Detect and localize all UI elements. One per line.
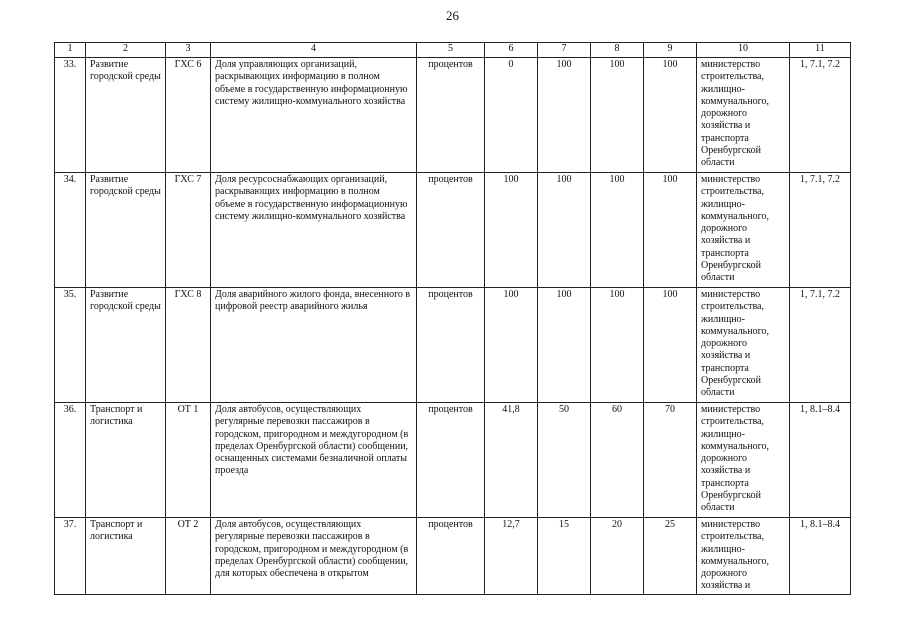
row-reference: 1, 7.1, 7.2 bbox=[790, 58, 851, 173]
row-value-7: 100 bbox=[538, 58, 591, 173]
column-header: 6 bbox=[485, 43, 538, 58]
column-header: 10 bbox=[697, 43, 790, 58]
row-value-8: 100 bbox=[591, 173, 644, 288]
row-unit: процентов bbox=[417, 403, 485, 518]
row-code: ГХС 6 bbox=[166, 58, 211, 173]
row-number: 37. bbox=[55, 518, 86, 595]
row-responsible: министерство строительства, жилищно-коммунального, дорожного хозяйства и транспорта Оренбургской области bbox=[697, 58, 790, 173]
column-header: 11 bbox=[790, 43, 851, 58]
row-value-9: 100 bbox=[644, 173, 697, 288]
row-reference: 1, 8.1–8.4 bbox=[790, 518, 851, 595]
row-code: ГХС 7 bbox=[166, 173, 211, 288]
row-number: 34. bbox=[55, 173, 86, 288]
row-area: Транспорт и логистика bbox=[86, 403, 166, 518]
row-value-6: 12,7 bbox=[485, 518, 538, 595]
row-area: Развитие городской среды bbox=[86, 173, 166, 288]
row-code: ОТ 1 bbox=[166, 403, 211, 518]
row-responsible: министерство строительства, жилищно-коммунального, дорожного хозяйства и транспорта Оренбургской области bbox=[697, 173, 790, 288]
row-description: Доля автобусов, осуществляющих регулярные перевозки пассажиров в городском, пригородном и междугородном (в пределах Оренбургской области) сообщении, для которых обеспечена в открытом bbox=[211, 518, 417, 595]
row-value-8: 100 bbox=[591, 58, 644, 173]
row-value-7: 100 bbox=[538, 173, 591, 288]
page-number: 26 bbox=[446, 8, 459, 23]
row-area: Развитие городской среды bbox=[86, 58, 166, 173]
column-header: 2 bbox=[86, 43, 166, 58]
row-reference: 1, 8.1–8.4 bbox=[790, 403, 851, 518]
row-unit: процентов bbox=[417, 58, 485, 173]
row-value-8: 100 bbox=[591, 288, 644, 403]
row-description: Доля ресурсоснабжающих организаций, раскрывающих информацию в полном объеме в государственную информационную систему жилищно-коммунального хозяйства bbox=[211, 173, 417, 288]
column-header: 5 bbox=[417, 43, 485, 58]
row-value-6: 0 bbox=[485, 58, 538, 173]
header-row bbox=[55, 43, 851, 58]
row-reference: 1, 7.1, 7.2 bbox=[790, 288, 851, 403]
row-area: Транспорт и логистика bbox=[86, 518, 166, 595]
row-value-9: 70 bbox=[644, 403, 697, 518]
row-responsible: министерство строительства, жилищно-коммунального, дорожного хозяйства и транспорта Оренбургской области bbox=[697, 288, 790, 403]
row-reference: 1, 7.1, 7.2 bbox=[790, 173, 851, 288]
row-area: Развитие городской среды bbox=[86, 288, 166, 403]
column-header: 8 bbox=[591, 43, 644, 58]
row-number: 35. bbox=[55, 288, 86, 403]
row-value-8: 20 bbox=[591, 518, 644, 595]
row-unit: процентов bbox=[417, 518, 485, 595]
table-row bbox=[55, 173, 851, 288]
row-number: 33. bbox=[55, 58, 86, 173]
table-row bbox=[55, 518, 851, 595]
indicators-table bbox=[54, 42, 851, 595]
column-header: 4 bbox=[211, 43, 417, 58]
row-description: Доля аварийного жилого фонда, внесенного в цифровой реестр аварийного жилья bbox=[211, 288, 417, 403]
column-header: 7 bbox=[538, 43, 591, 58]
table-row bbox=[55, 288, 851, 403]
row-code: ОТ 2 bbox=[166, 518, 211, 595]
row-responsible: министерство строительства, жилищно-коммунального, дорожного хозяйства и транспорта Оренбургской области bbox=[697, 403, 790, 518]
column-header: 3 bbox=[166, 43, 211, 58]
row-responsible: министерство строительства, жилищно-коммунального, дорожного хозяйства и bbox=[697, 518, 790, 595]
row-unit: процентов bbox=[417, 288, 485, 403]
row-value-7: 15 bbox=[538, 518, 591, 595]
column-header: 9 bbox=[644, 43, 697, 58]
row-value-9: 100 bbox=[644, 58, 697, 173]
row-value-7: 50 bbox=[538, 403, 591, 518]
row-description: Доля управляющих организаций, раскрывающих информацию в полном объеме в государственную информационную систему жилищно-коммунального хозяйства bbox=[211, 58, 417, 173]
table-row bbox=[55, 403, 851, 518]
row-value-6: 100 bbox=[485, 173, 538, 288]
row-code: ГХС 8 bbox=[166, 288, 211, 403]
row-value-8: 60 bbox=[591, 403, 644, 518]
row-value-6: 100 bbox=[485, 288, 538, 403]
column-header: 1 bbox=[55, 43, 86, 58]
row-value-9: 100 bbox=[644, 288, 697, 403]
row-value-7: 100 bbox=[538, 288, 591, 403]
table-row bbox=[55, 58, 851, 173]
row-number: 36. bbox=[55, 403, 86, 518]
row-unit: процентов bbox=[417, 173, 485, 288]
row-value-9: 25 bbox=[644, 518, 697, 595]
row-description: Доля автобусов, осуществляющих регулярные перевозки пассажиров в городском, пригородном и междугородном (в пределах Оренбургской области) сообщении, оснащенных системами безналичной оплаты проезда bbox=[211, 403, 417, 518]
row-value-6: 41,8 bbox=[485, 403, 538, 518]
